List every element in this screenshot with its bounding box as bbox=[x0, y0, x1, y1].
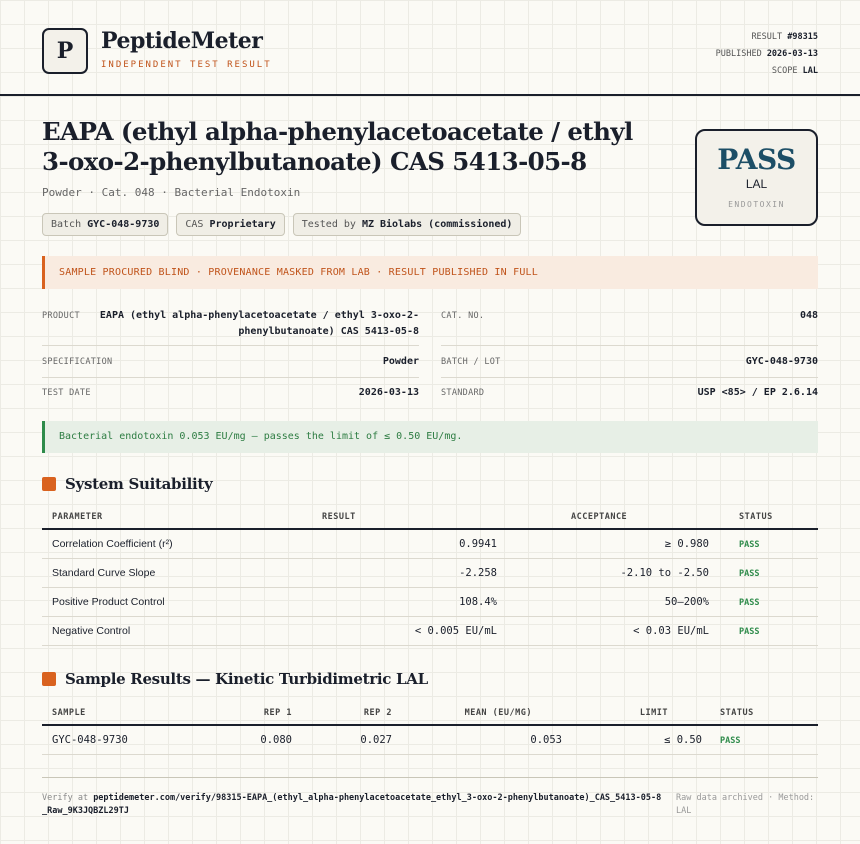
verify-prefix: Verify at bbox=[42, 793, 89, 803]
section-heading-samples bbox=[42, 670, 428, 688]
mean-cell: 0.053 bbox=[402, 725, 572, 754]
info-label: SPECIFICATION bbox=[42, 357, 113, 367]
chip-value: MZ Biolabs (commissioned) bbox=[361, 219, 513, 230]
published-label: PUBLISHED bbox=[715, 49, 762, 59]
info-value: 2026-03-13 bbox=[358, 387, 419, 398]
info-label: CAT. NO. bbox=[441, 311, 485, 321]
table-row bbox=[42, 587, 818, 616]
table-row bbox=[42, 725, 818, 754]
info-standard bbox=[441, 385, 818, 409]
archive-note: Raw data archived · Method: LAL bbox=[676, 793, 815, 816]
sample-results-table bbox=[42, 701, 818, 755]
acceptance-cell: -2.10 to -2.50 bbox=[507, 558, 719, 587]
result-cell: < 0.005 EU/mL bbox=[242, 616, 507, 645]
brand-name: PeptideMeter bbox=[101, 28, 263, 54]
result-number: #98315 bbox=[787, 32, 818, 42]
table-row bbox=[42, 616, 818, 645]
acceptance-cell: < 0.03 EU/mL bbox=[507, 616, 719, 645]
logo: P bbox=[42, 28, 88, 74]
status-badge: PASS bbox=[720, 735, 741, 746]
column-header: RESULT bbox=[242, 505, 507, 529]
chip-value: Proprietary bbox=[209, 219, 276, 230]
column-header: REP 2 bbox=[302, 701, 402, 725]
section-title: System Suitability bbox=[65, 475, 213, 493]
info-value: EAPA (ethyl alpha-phenylacetoacetate / ethyl 3-oxo-2-phenylbutanoate) CAS 5413-05-8 bbox=[99, 310, 419, 337]
verify-line bbox=[42, 792, 662, 818]
column-header: LIMIT bbox=[572, 701, 712, 725]
result-label: RESULT bbox=[751, 32, 783, 42]
table-row bbox=[42, 529, 818, 558]
column-header: MEAN (EU/MG) bbox=[402, 701, 572, 725]
info-value: 048 bbox=[799, 310, 818, 321]
tested-by-chip bbox=[293, 213, 522, 236]
report-footer bbox=[42, 777, 818, 816]
rep2-cell: 0.027 bbox=[302, 725, 402, 754]
status-badge: PASS bbox=[739, 539, 760, 550]
table-row bbox=[42, 558, 818, 587]
info-value: GYC-048-9730 bbox=[745, 356, 818, 367]
parameter-cell: Positive Product Control bbox=[42, 587, 242, 616]
parameter-cell: Correlation Coefficient (r²) bbox=[42, 529, 242, 558]
info-label: TEST DATE bbox=[42, 388, 91, 398]
batch-chip bbox=[42, 213, 168, 236]
rep1-cell: 0.080 bbox=[202, 725, 302, 754]
status-badge: PASS bbox=[739, 597, 760, 608]
report-meta bbox=[716, 29, 818, 80]
chip-value: GYC-048-9730 bbox=[87, 219, 160, 230]
info-product bbox=[42, 308, 419, 346]
stamp-category: ENDOTOXIN bbox=[728, 200, 785, 209]
section-marker-icon bbox=[42, 672, 56, 686]
info-label: STANDARD bbox=[441, 388, 485, 398]
pass-stamp bbox=[695, 129, 818, 226]
verify-link[interactable]: peptidemeter.com/verify/98315-EAPA_(ethyl_alpha-phenylacetoacetate_ethyl_3-oxo-2-phenylbutanoate)_CAS_5413-05-8_Raw_9K3JQBZL29TJ bbox=[42, 793, 662, 816]
page-subtitle: Powder · Cat. 048 · Bacterial Endotoxin bbox=[42, 186, 301, 199]
page-title: EAPA (ethyl alpha-phenylacetoacetate / ethyl 3-oxo-2-phenylbutanoate) CAS 5413-05-8 bbox=[42, 117, 633, 176]
result-summary: Bacterial endotoxin 0.053 EU/mg — passes the limit of ≤ 0.50 EU/mg. bbox=[42, 421, 818, 453]
table-header-row bbox=[42, 505, 818, 529]
section-marker-icon bbox=[42, 477, 56, 491]
column-header: REP 1 bbox=[202, 701, 302, 725]
column-header: STATUS bbox=[712, 701, 818, 725]
brand-subtitle: INDEPENDENT TEST RESULT bbox=[101, 60, 272, 70]
info-batch bbox=[441, 354, 818, 378]
column-header: STATUS bbox=[719, 505, 818, 529]
table-header-row bbox=[42, 701, 818, 725]
limit-cell: ≤ 0.50 bbox=[572, 725, 712, 754]
column-header: SAMPLE bbox=[42, 701, 202, 725]
stamp-result: PASS bbox=[717, 143, 796, 176]
scope-value: LAL bbox=[802, 66, 818, 76]
scope-label: SCOPE bbox=[771, 66, 798, 76]
chip-label: CAS bbox=[185, 219, 204, 230]
status-badge: PASS bbox=[739, 568, 760, 579]
chip-label: Batch bbox=[51, 219, 82, 230]
section-heading-suitability bbox=[42, 475, 212, 493]
column-header: ACCEPTANCE bbox=[507, 505, 719, 529]
info-label: BATCH / LOT bbox=[441, 357, 501, 367]
acceptance-cell: ≥ 0.980 bbox=[507, 529, 719, 558]
info-label: PRODUCT bbox=[42, 311, 80, 321]
info-value: USP <85> / EP 2.6.14 bbox=[697, 387, 818, 398]
result-cell: -2.258 bbox=[242, 558, 507, 587]
result-cell: 108.4% bbox=[242, 587, 507, 616]
sample-cell: GYC-048-9730 bbox=[42, 725, 202, 754]
cas-chip bbox=[176, 213, 284, 236]
chip-row bbox=[42, 213, 521, 236]
section-title: Sample Results — Kinetic Turbidimetric LAL bbox=[65, 670, 428, 688]
stamp-method: LAL bbox=[745, 177, 768, 191]
status-badge: PASS bbox=[739, 626, 760, 637]
info-cat-no bbox=[441, 308, 818, 346]
parameter-cell: Negative Control bbox=[42, 616, 242, 645]
blind-notice: SAMPLE PROCURED BLIND · PROVENANCE MASKED FROM LAB · RESULT PUBLISHED IN FULL bbox=[42, 256, 818, 289]
column-header: PARAMETER bbox=[42, 505, 242, 529]
suitability-table bbox=[42, 505, 818, 646]
report-header bbox=[0, 0, 860, 96]
info-test-date bbox=[42, 385, 419, 409]
info-specification bbox=[42, 354, 419, 378]
chip-label: Tested by bbox=[301, 219, 356, 230]
published-date: 2026-03-13 bbox=[766, 49, 818, 59]
info-value: Powder bbox=[382, 356, 419, 367]
parameter-cell: Standard Curve Slope bbox=[42, 558, 242, 587]
acceptance-cell: 50–200% bbox=[507, 587, 719, 616]
result-cell: 0.9941 bbox=[242, 529, 507, 558]
